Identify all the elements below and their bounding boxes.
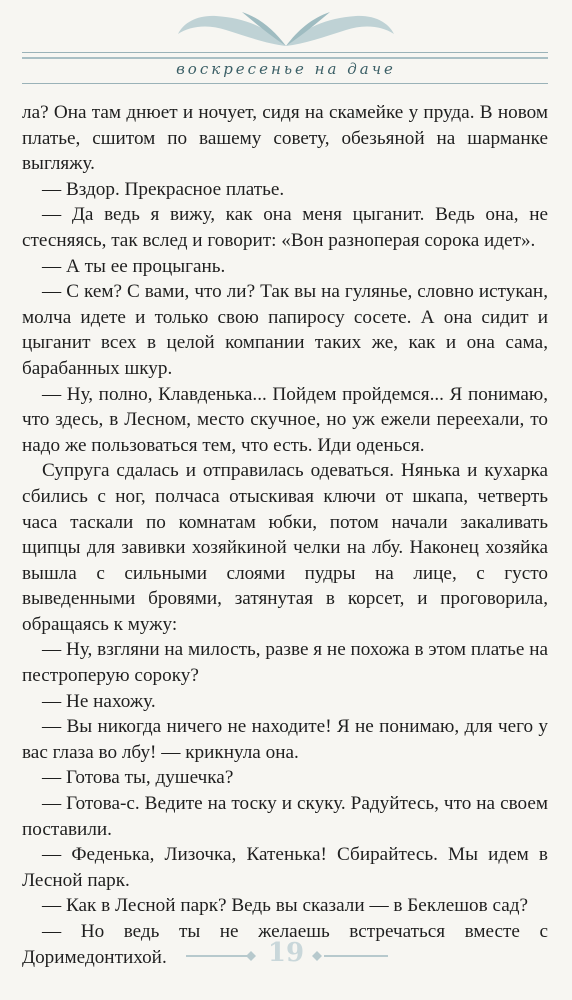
header-rule-bottom [22, 83, 548, 84]
diamond-ornament-icon [312, 951, 322, 961]
paragraph: — Как в Лесной парк? Ведь вы сказали — в Беклешов сад? [42, 895, 529, 917]
paragraph: — Да ведь я вижу, как она меня цыганит. Ведь она, не стесняясь, так вслед и говорит: «Вон разноперая сорока идет». [22, 204, 548, 251]
footer-rule-right [324, 955, 388, 957]
footer [0, 938, 572, 972]
header-ornament [176, 6, 396, 52]
paragraph: Супруга сдалась и отправилась одеваться. Нянька и кухарка сбились с ног, полчаса отыскивая ключи от шкапа, четверть часа таскали по комнатам юбки, потом начали закаливать щипцы для завивки хозяйкиной челки на лбу. Наконец хозяйка вышла с сильными слоями пудры на лице, с густо выведенными бровями, затянутая в корсет, и проговорила, обращаясь к мужу: [22, 460, 548, 635]
paragraph: — С кем? С вами, что ли? Так вы на гулянье, словно истукан, молча идете и только свою папиросу сосете. А она сидит и цыганит всех в целой компании таких же, как и она сама, барабанных шкур. [22, 281, 548, 379]
page-number: 19 [267, 938, 305, 968]
header-rule-double [22, 57, 548, 59]
paragraph: — Вздор. Прекрасное платье. [42, 178, 285, 200]
paragraph: — Феденька, Лизочка, Катенька! Сбирайтесь. Мы идем в Лесной парк. [22, 844, 548, 891]
running-title: воскресенье на даче [176, 60, 396, 78]
paragraph: ла? Она там днюет и ночует, сидя на скамейке у пруда. В новом платье, сшитом по вашему совету, обезьяной на шарманке выгляжу. [22, 102, 548, 175]
main-text [22, 100, 548, 970]
paragraph: — Готова ты, душечка? [42, 767, 234, 789]
paragraph: — Но ведь ты не желаешь встречаться вместе с Доримедонтихой. [22, 921, 548, 968]
paragraph: — Готова-с. Ведите на тоску и скуку. Радуйтесь, что на своем поставили. [22, 793, 548, 840]
paragraph: — Ну, взгляни на милость, разве я не похожа в этом платье на пестроперую сороку? [22, 639, 548, 687]
paragraph: — Ну, полно, Клавденька... Пойдем пройдемся... Я понимаю, что здесь, в Лесном, место скучное, но уж ежели переехали, то надо же пользоваться тем, что есть. Иди оденься. [22, 383, 548, 456]
header-rule-top [22, 52, 548, 53]
paragraph: — А ты ее процыгань. [42, 255, 226, 277]
paragraph: — Вы никогда ничего не находите! Я не понимаю, для чего у вас глаза во лбу! — крикнула она. [22, 716, 548, 763]
paragraph: — Не нахожу. [42, 690, 156, 712]
